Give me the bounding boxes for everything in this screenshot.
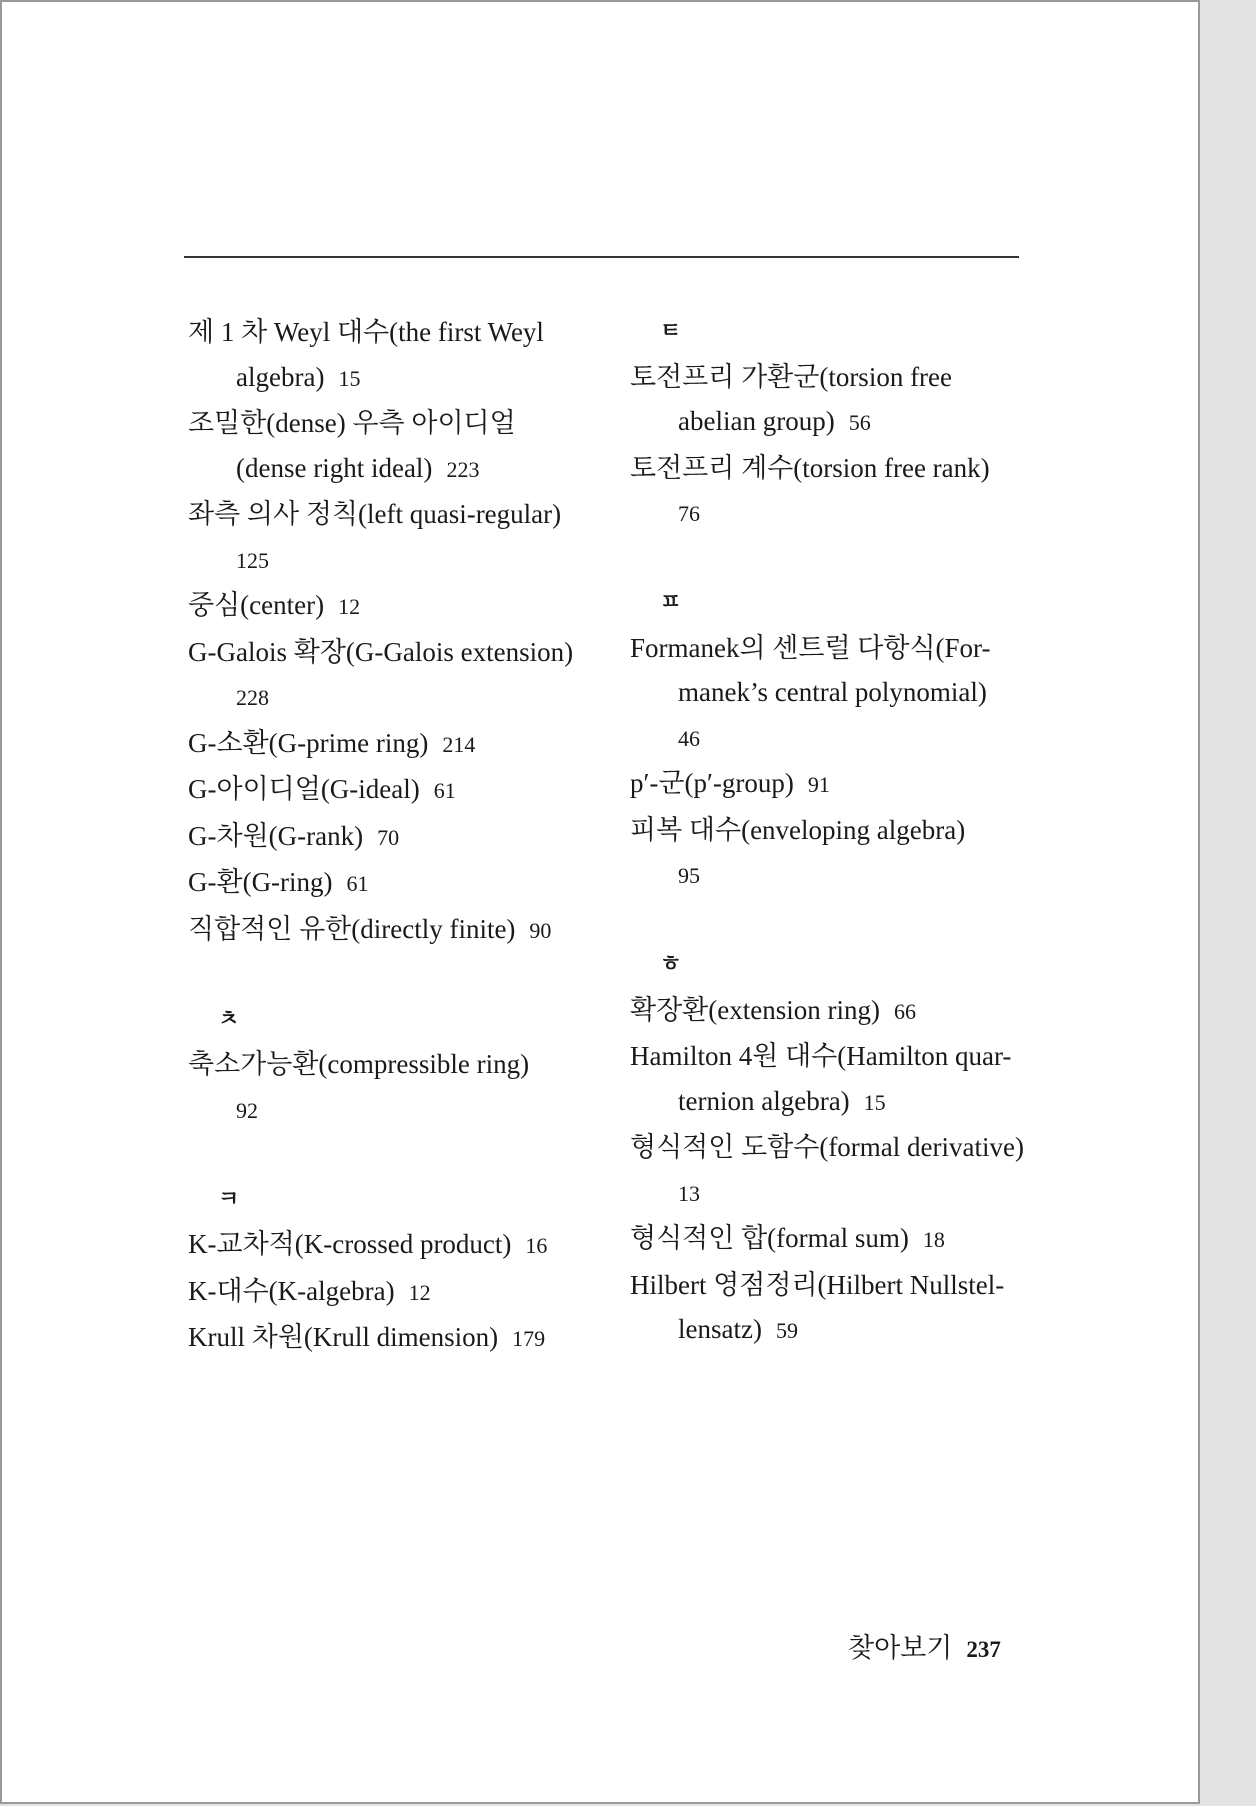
viewer-margin (1200, 0, 1256, 1806)
entry-continuation (188, 1087, 598, 1134)
index-column-left (188, 310, 598, 1362)
entry-page: 76 (678, 501, 700, 526)
index-entry (188, 583, 598, 630)
entry-page: 59 (775, 1318, 798, 1343)
index-entry (630, 446, 1030, 537)
entry-page: 56 (848, 410, 871, 435)
entry-continuation (630, 490, 1030, 537)
index-entry (630, 355, 1030, 446)
index-entry (188, 401, 598, 492)
index-entry (630, 808, 1030, 899)
entry-page: 12 (338, 594, 361, 619)
entry-term: 피복 대수(enveloping algebra) (630, 814, 966, 845)
entry-term: K-교차적(K-crossed product) (188, 1229, 512, 1259)
entry-page: 70 (377, 824, 400, 850)
entry-page: 90 (529, 917, 552, 943)
index-entry (188, 814, 598, 861)
index-entry (630, 1125, 1030, 1216)
index-entry (188, 492, 598, 583)
entry-continuation (630, 670, 1030, 715)
index-entry (188, 1042, 598, 1133)
entry-term: 축소가능환(compressible ring) (188, 1049, 530, 1079)
page-number: 237 (966, 1637, 1001, 1662)
index-entry (630, 988, 1030, 1035)
section-heading: ㅊ (218, 1006, 240, 1032)
index-entry (188, 630, 598, 721)
entry-term: G-아이디얼(G-ideal) (188, 774, 420, 804)
entry-continuation-text: manek’s central polynomial) (678, 677, 987, 707)
entry-continuation (630, 1079, 1030, 1126)
section-heading: ㅌ (660, 319, 682, 344)
entry-term: 확장환(extension ring) (630, 994, 880, 1025)
index-entry (630, 626, 1030, 762)
entry-continuation (630, 399, 1030, 446)
entry-page: 12 (408, 1279, 431, 1305)
index-entry (630, 1216, 1030, 1263)
entry-continuation-text: (dense right ideal) (236, 452, 433, 483)
header-rule (184, 256, 1019, 258)
index-entry (188, 1222, 598, 1269)
entry-term: G-소환(G-prime ring) (188, 727, 429, 758)
entry-term: Hamilton 4원 대수(Hamilton quar- (630, 1041, 1012, 1071)
page-footer (848, 1626, 1001, 1665)
entry-term: G-Galois 확장(G-Galois extension) (188, 636, 574, 667)
entry-term: G-환(G-ring) (188, 867, 333, 897)
entry-continuation (188, 446, 598, 493)
entry-page: 92 (236, 1097, 258, 1123)
entry-page: 179 (512, 1326, 546, 1351)
entry-page: 214 (442, 731, 476, 757)
entry-page: 95 (678, 863, 700, 888)
entry-page: 13 (678, 1180, 700, 1206)
section-gap (188, 1133, 598, 1178)
entry-continuation (188, 537, 598, 584)
index-entry (188, 310, 598, 401)
entry-term: 좌측 의사 정칙(left quasi-regular) (188, 499, 562, 529)
entry-term: 토전프리 계수(torsion free rank) (630, 452, 990, 483)
index-column-right (630, 310, 1030, 1354)
entry-term: 중심(center) (188, 590, 325, 620)
section-heading: ㅎ (660, 952, 682, 977)
entry-continuation (630, 1170, 1030, 1217)
entry-term: Hilbert 영점정리(Hilbert Nullstel- (630, 1269, 1005, 1300)
entry-page: 125 (236, 547, 269, 573)
index-entry (188, 1269, 598, 1316)
entry-page: 15 (863, 1089, 886, 1115)
entry-page: 18 (922, 1227, 945, 1252)
index-entry (188, 907, 598, 954)
entry-term: 직합적인 유한(directly finite) (188, 913, 516, 944)
entry-continuation (630, 715, 1030, 762)
entry-page: 46 (678, 725, 700, 751)
section-gap (188, 953, 598, 998)
section-gap (630, 537, 1030, 582)
entry-continuation (630, 1307, 1030, 1354)
entry-continuation-text: algebra) (236, 361, 325, 392)
index-entry (630, 1034, 1030, 1125)
entry-term: G-차원(G-rank) (188, 820, 364, 851)
entry-term: K-대수(K-algebra) (188, 1275, 395, 1306)
entry-term: 형식적인 합(formal sum) (630, 1223, 909, 1253)
section-heading: ㅋ (218, 1186, 240, 1212)
index-entry (630, 1263, 1030, 1354)
entry-continuation (630, 852, 1030, 899)
entry-continuation-text: lensatz) (678, 1314, 762, 1344)
section-gap (630, 899, 1030, 944)
index-entry (188, 767, 598, 814)
entry-term: Formanek의 센트럴 다항식(For- (630, 632, 991, 663)
footer-label: 찾아보기 (848, 1633, 953, 1663)
entry-term: Krull 차원(Krull dimension) (188, 1322, 499, 1352)
section-heading: ㅍ (660, 590, 682, 615)
entry-page: 223 (446, 456, 480, 482)
entry-page: 61 (346, 871, 369, 896)
entry-continuation (188, 674, 598, 721)
index-entry (188, 860, 598, 907)
entry-page: 66 (893, 998, 916, 1024)
entry-term: 형식적인 도함수(formal derivative) (630, 1132, 1024, 1162)
entry-page: 91 (807, 772, 830, 797)
entry-term: 토전프리 가환군(torsion free (630, 361, 953, 392)
entry-page: 61 (433, 778, 456, 803)
entry-page: 228 (236, 685, 269, 710)
index-entry (188, 721, 598, 768)
entry-continuation-text: ternion algebra) (678, 1085, 850, 1116)
entry-term: p′-군(p′-group) (630, 768, 794, 798)
entry-term: 제 1 차 Weyl 대수(the first Weyl (188, 317, 544, 347)
entry-page: 16 (525, 1233, 548, 1258)
entry-page: 15 (338, 365, 361, 391)
index-entry (188, 1315, 598, 1362)
entry-continuation (188, 355, 598, 402)
index-entry (630, 761, 1030, 808)
entry-continuation-text: abelian group) (678, 406, 835, 436)
entry-term: 조밀한(dense) 우측 아이디얼 (188, 408, 516, 438)
